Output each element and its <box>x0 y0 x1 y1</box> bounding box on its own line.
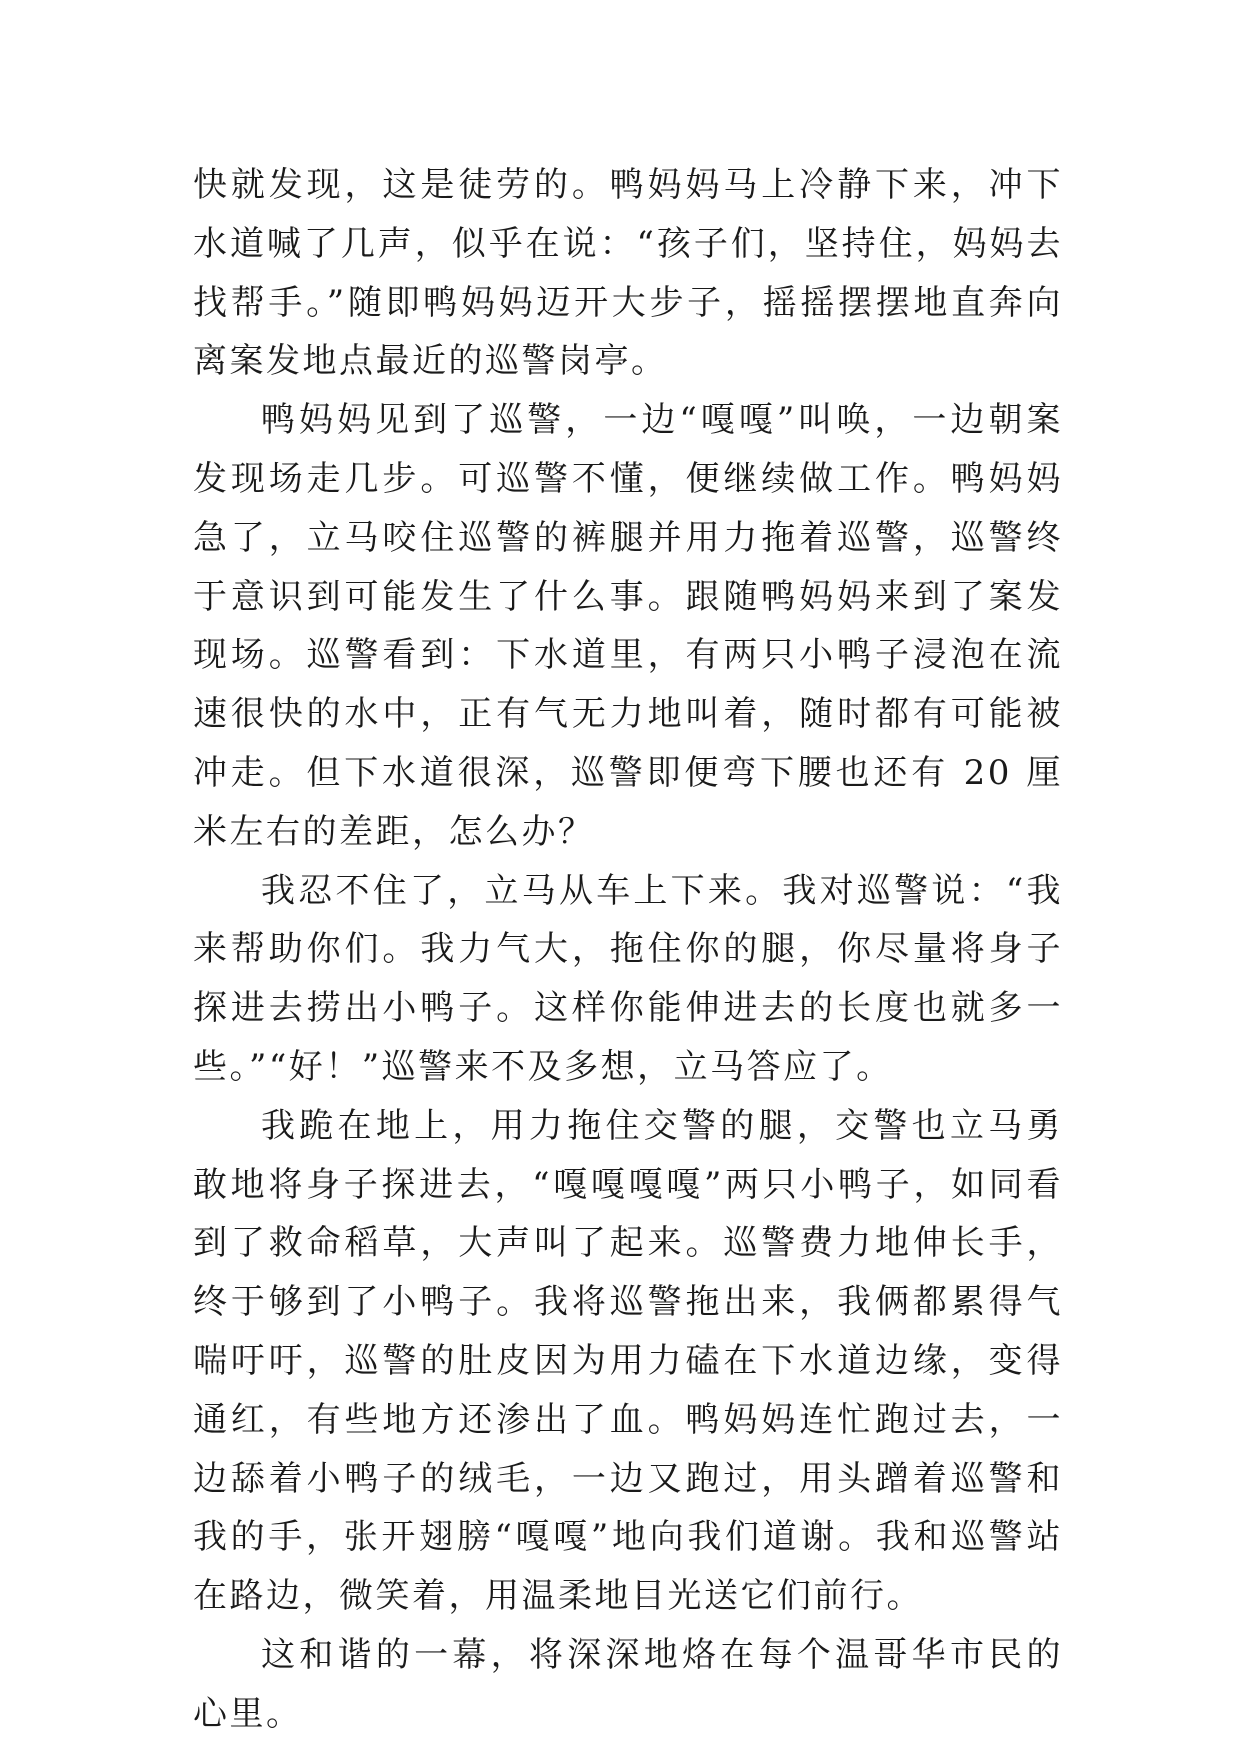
article-body <box>193 156 1063 1744</box>
paragraph-2: 鸭妈妈见到了巡警，一边“嘎嘎”叫唤，一边朝案发现场走几步。可巡警不懂，便继续做工作。鸭妈妈急了，立马咬住巡警的裤腿并用力拖着巡警，巡警终于意识到可能发生了什么事。跟随鸭妈妈来到了案发现场。巡警看到：下水道里，有两只小鸭子浸泡在流速很快的水中，正有气无力地叫着，随时都有可能被冲走。但下水道很深，巡警即便弯下腰也还有 20 厘米左右的差距，怎么办？ <box>193 400 1063 852</box>
paragraph-1: 快就发现，这是徒劳的。鸭妈妈马上冷静下来，冲下水道喊了几声，似乎在说：“孩子们，坚持住，妈妈去找帮手。”随即鸭妈妈迈开大步子，摇摇摆摆地直奔向离案发地点最近的巡警岗亭。 <box>193 165 1063 382</box>
paragraph-3: 我忍不住了，立马从车上下来。我对巡警说：“我来帮助你们。我力气大，拖住你的腿，你尽量将身子探进去捞出小鸭子。这样你能伸进去的长度也就多一些。”“好！”巡警来不及多想，立马答应了。 <box>193 870 1063 1087</box>
paragraph-4: 我跪在地上，用力拖住交警的腿，交警也立马勇敢地将身子探进去，“嘎嘎嘎嘎”两只小鸭子，如同看到了救命稻草，大声叫了起来。巡警费力地伸长手，终于够到了小鸭子。我将巡警拖出来，我俩都累得气喘吁吁，巡警的肚皮因为用力磕在下水道边缘，变得通红，有些地方还渗出了血。鸭妈妈连忙跑过去，一边舔着小鸭子的绒毛，一边又跑过，用头蹭着巡警和我的手，张开翅膀“嘎嘎”地向我们道谢。我和巡警站在路边，微笑着，用温柔地目光送它们前行。 <box>193 1105 1063 1617</box>
paragraph-5: 这和谐的一幕，将深深地烙在每个温哥华市民的心里。 <box>193 1634 1063 1734</box>
